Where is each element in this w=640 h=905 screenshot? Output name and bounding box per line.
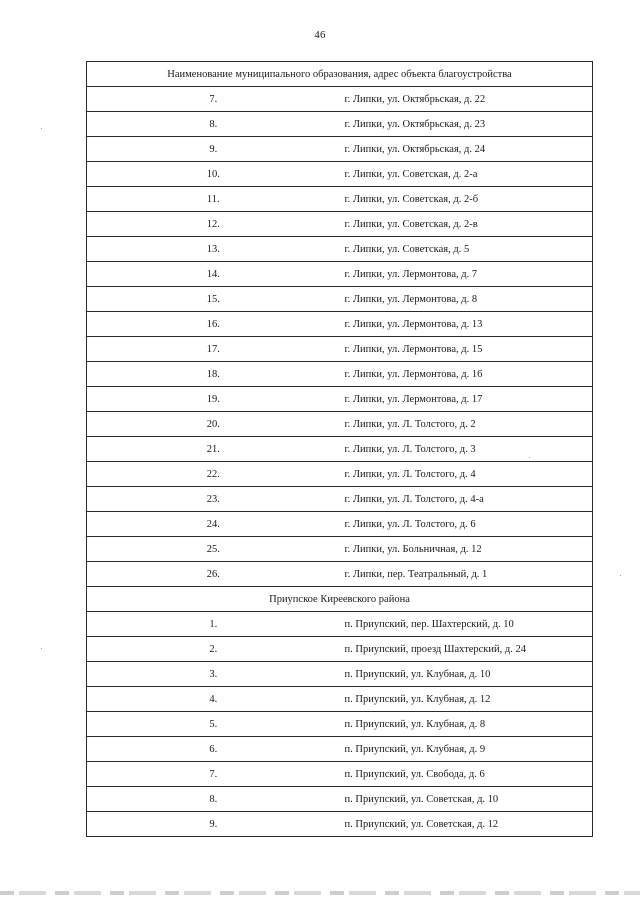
row-address: г. Липки, ул. Октябрьская, д. 24 [340,137,593,162]
row-address: г. Липки, ул. Больничная, д. 12 [340,537,593,562]
table-row [87,687,593,712]
table-row [87,512,593,537]
row-number: 18. [87,362,340,387]
table-row [87,637,593,662]
row-number: 12. [87,212,340,237]
table-row [87,462,593,487]
row-number: 24. [87,512,340,537]
row-address: п. Приупский, пер. Шахтерский, д. 10 [340,612,593,637]
row-address: п. Приупский, ул. Советская, д. 12 [340,812,593,837]
row-address: г. Липки, ул. Лермонтова, д. 13 [340,312,593,337]
row-number: 6. [87,737,340,762]
row-address: г. Липки, ул. Л. Толстого, д. 3 [340,437,593,462]
row-number: 21. [87,437,340,462]
table-row [87,137,593,162]
row-address: г. Липки, ул. Лермонтова, д. 16 [340,362,593,387]
table-row [87,387,593,412]
table-row [87,87,593,112]
table-row [87,662,593,687]
section-heading: Приупское Киреевского района [87,587,593,612]
row-number: 5. [87,712,340,737]
row-number: 25. [87,537,340,562]
section-heading-row [87,587,593,612]
row-address: г. Липки, ул. Л. Толстого, д. 4-а [340,487,593,512]
row-address: п. Приупский, ул. Клубная, д. 9 [340,737,593,762]
row-address: г. Липки, ул. Лермонтова, д. 7 [340,262,593,287]
row-number: 1. [87,612,340,637]
row-number: 13. [87,237,340,262]
row-number: 9. [87,137,340,162]
row-address: г. Липки, ул. Л. Толстого, д. 6 [340,512,593,537]
row-number: 20. [87,412,340,437]
row-number: 9. [87,812,340,837]
row-number: 3. [87,662,340,687]
row-address: г. Липки, ул. Советская, д. 5 [340,237,593,262]
table-row [87,612,593,637]
table-row [87,337,593,362]
table-row [87,362,593,387]
row-number: 26. [87,562,340,587]
table-header-cell: Наименование муниципального образования, адрес объекта благоустройства [87,62,593,87]
table-row [87,562,593,587]
row-number: 22. [87,462,340,487]
row-number: 16. [87,312,340,337]
row-address: г. Липки, ул. Лермонтова, д. 8 [340,287,593,312]
scan-speck [41,128,42,129]
row-address: г. Липки, ул. Октябрьская, д. 22 [340,87,593,112]
row-address: г. Липки, ул. Л. Толстого, д. 2 [340,412,593,437]
row-number: 2. [87,637,340,662]
page-number: 46 [314,29,326,41]
table-row [87,437,593,462]
table-row [87,712,593,737]
row-number: 15. [87,287,340,312]
table-row [87,212,593,237]
table-row [87,537,593,562]
table-row [87,762,593,787]
row-number: 8. [87,787,340,812]
table-row [87,162,593,187]
table-row [87,187,593,212]
row-address: п. Приупский, проезд Шахтерский, д. 24 [340,637,593,662]
table-row [87,812,593,837]
row-address: г. Липки, пер. Театральный, д. 1 [340,562,593,587]
scan-bottom-edge [0,891,640,895]
table-row [87,262,593,287]
row-number: 14. [87,262,340,287]
row-number: 17. [87,337,340,362]
row-number: 8. [87,112,340,137]
row-address: п. Приупский, ул. Клубная, д. 12 [340,687,593,712]
row-address: п. Приупский, ул. Клубная, д. 10 [340,662,593,687]
row-address: п. Приупский, ул. Свобода, д. 6 [340,762,593,787]
address-table-body [87,62,593,837]
row-address: г. Липки, ул. Октябрьская, д. 23 [340,112,593,137]
row-number: 23. [87,487,340,512]
row-address: г. Липки, ул. Лермонтова, д. 17 [340,387,593,412]
table-row [87,787,593,812]
row-address: г. Липки, ул. Советская, д. 2-а [340,162,593,187]
table-row [87,412,593,437]
row-address: г. Липки, ул. Советская, д. 2-б [340,187,593,212]
row-address: п. Приупский, ул. Клубная, д. 8 [340,712,593,737]
row-address: п. Приупский, ул. Советская, д. 10 [340,787,593,812]
scan-speck [529,457,530,458]
table-row [87,112,593,137]
scan-speck [620,575,621,576]
address-table [86,61,593,837]
row-address: г. Липки, ул. Лермонтова, д. 15 [340,337,593,362]
table-header-row [87,62,593,87]
row-number: 7. [87,87,340,112]
row-number: 11. [87,187,340,212]
table-row [87,737,593,762]
row-address: г. Липки, ул. Советская, д. 2-в [340,212,593,237]
row-number: 4. [87,687,340,712]
table-row [87,312,593,337]
row-address: г. Липки, ул. Л. Толстого, д. 4 [340,462,593,487]
table-row [87,237,593,262]
row-number: 10. [87,162,340,187]
table-row [87,287,593,312]
table-row [87,487,593,512]
row-number: 7. [87,762,340,787]
row-number: 19. [87,387,340,412]
scan-speck [41,648,42,649]
